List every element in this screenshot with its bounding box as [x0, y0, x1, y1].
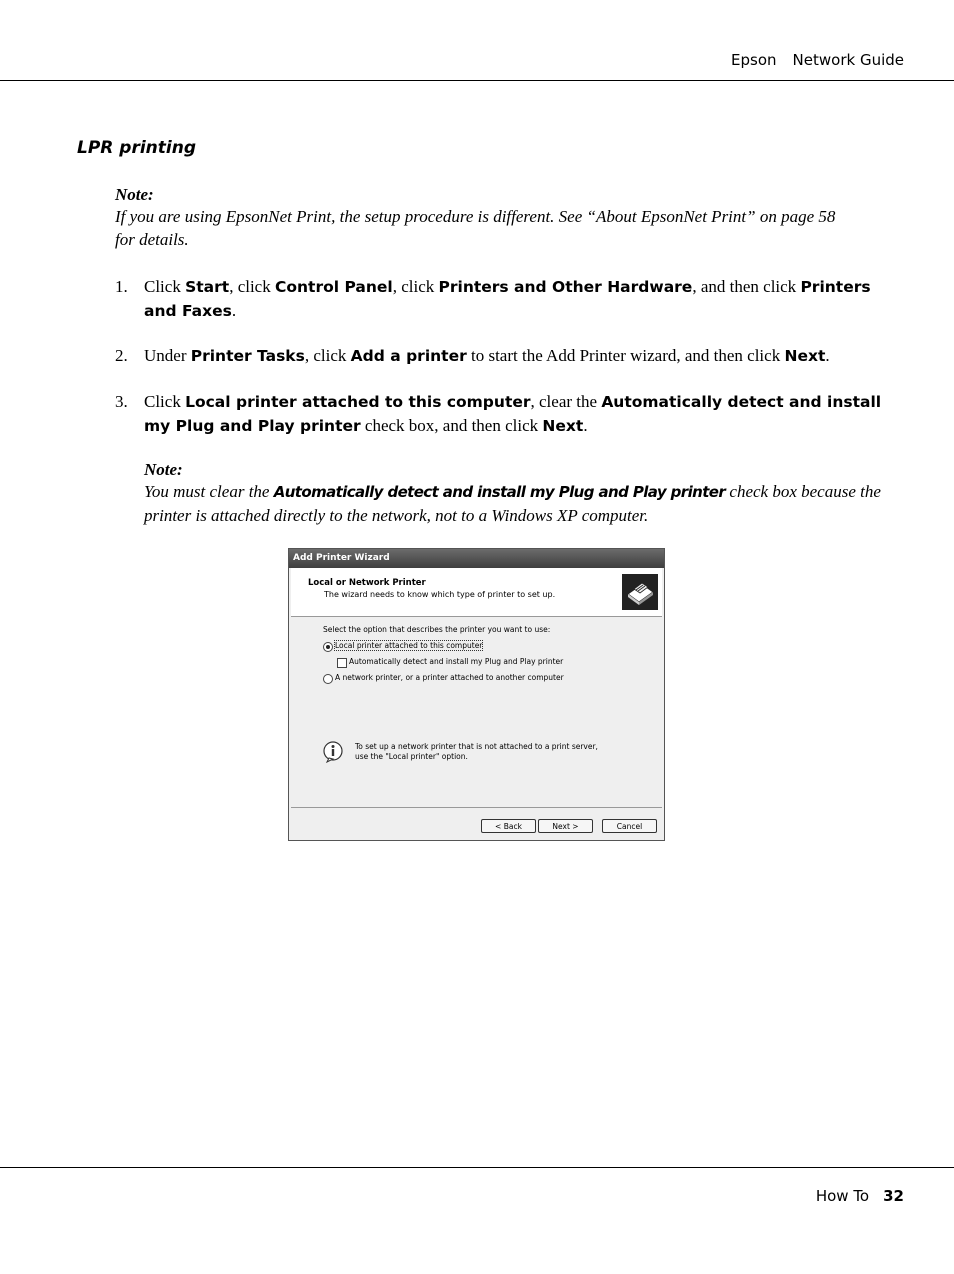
- page-header: [731, 51, 904, 69]
- step-number: 3.: [115, 392, 128, 411]
- step-text: , click: [392, 277, 439, 296]
- header-guide: Network Guide: [792, 51, 904, 69]
- wizard-heading: Local or Network Printer: [308, 578, 426, 588]
- note-2-ui-term: Automatically detect and install my Plug and Play printer: [273, 483, 726, 501]
- autodetect-label[interactable]: Automatically detect and install my Plug and Play printer: [349, 657, 564, 666]
- note-2: [144, 460, 884, 527]
- footer-rule: [0, 1167, 954, 1168]
- local-printer-label[interactable]: Local printer attached to this computer: [335, 641, 483, 650]
- printer-icon: [622, 574, 658, 610]
- step-text: to start the Add Printer wizard, and then click: [466, 346, 785, 365]
- note-1: [115, 185, 855, 251]
- step-2: [115, 344, 885, 368]
- info-line-1: To set up a network printer that is not attached to a print server,: [355, 742, 598, 751]
- note-2-label: Note:: [144, 460, 183, 479]
- note-1-text: If you are using EpsonNet Print, the setup procedure is different. See “About EpsonNet Print” on page 58 for details.: [115, 207, 836, 249]
- ui-term: Automatically detect and install my Plug and Play printer: [144, 393, 882, 435]
- step-text: , click: [304, 346, 351, 365]
- wizard-title-bar: Add Printer Wizard: [289, 549, 664, 568]
- step-1: [115, 275, 885, 323]
- next-button[interactable]: Next >: [538, 819, 593, 833]
- info-line-2: use the "Local printer" option.: [355, 752, 468, 761]
- ui-term: Next: [784, 347, 826, 365]
- local-printer-radio[interactable]: [323, 642, 333, 652]
- ui-term: Printer Tasks: [190, 347, 305, 365]
- note-2-text: [144, 480, 884, 527]
- ui-term: Local printer attached to this computer: [185, 393, 531, 411]
- cancel-button[interactable]: Cancel: [602, 819, 657, 833]
- wizard-prompt: Select the option that describes the printer you want to use:: [323, 625, 551, 634]
- ui-term: Add a printer: [350, 347, 467, 365]
- info-icon: [323, 741, 345, 763]
- step-number: 2.: [115, 346, 128, 365]
- ui-term: Printers and Other Hardware: [438, 278, 693, 296]
- header-brand: Epson: [731, 51, 777, 69]
- header-rule: [0, 80, 954, 81]
- network-printer-radio[interactable]: [323, 674, 333, 684]
- ui-term: Printers and Faxes: [144, 278, 871, 320]
- step-text: .: [231, 301, 237, 320]
- page-number: 32: [883, 1187, 904, 1205]
- note-2-post: check box because the printer is attached directly to the network, not to a Windows XP computer.: [144, 482, 881, 525]
- back-button[interactable]: < Back: [481, 819, 536, 833]
- step-text: .: [825, 346, 830, 365]
- ui-term: Next: [542, 417, 584, 435]
- step-text: , and then click: [692, 277, 801, 296]
- ui-term: Control Panel: [274, 278, 393, 296]
- step-text: .: [583, 416, 588, 435]
- add-printer-wizard-screenshot: [288, 548, 665, 841]
- step-text: check box, and then click: [360, 416, 543, 435]
- ui-term: Start: [185, 278, 230, 296]
- step-text: Under: [144, 346, 191, 365]
- autodetect-checkbox[interactable]: [337, 658, 347, 668]
- wizard-header: [291, 568, 662, 617]
- step-text: , clear the: [530, 392, 602, 411]
- network-printer-label[interactable]: A network printer, or a printer attached to another computer: [335, 673, 564, 682]
- wizard-subheading: The wizard needs to know which type of printer to set up.: [324, 590, 556, 599]
- step-number: 1.: [115, 277, 128, 296]
- info-text: [355, 742, 598, 762]
- page-footer: [816, 1187, 904, 1205]
- step-text: Click: [144, 277, 186, 296]
- note-2-pre: You must clear the: [144, 482, 274, 501]
- section-title: LPR printing: [77, 138, 197, 158]
- note-1-label: Note:: [115, 185, 154, 204]
- step-text: Click: [144, 392, 186, 411]
- step-3: [115, 390, 885, 438]
- step-text: , click: [229, 277, 275, 296]
- wizard-body: [291, 617, 662, 807]
- wizard-separator: [291, 807, 662, 808]
- footer-section: How To: [815, 1187, 870, 1205]
